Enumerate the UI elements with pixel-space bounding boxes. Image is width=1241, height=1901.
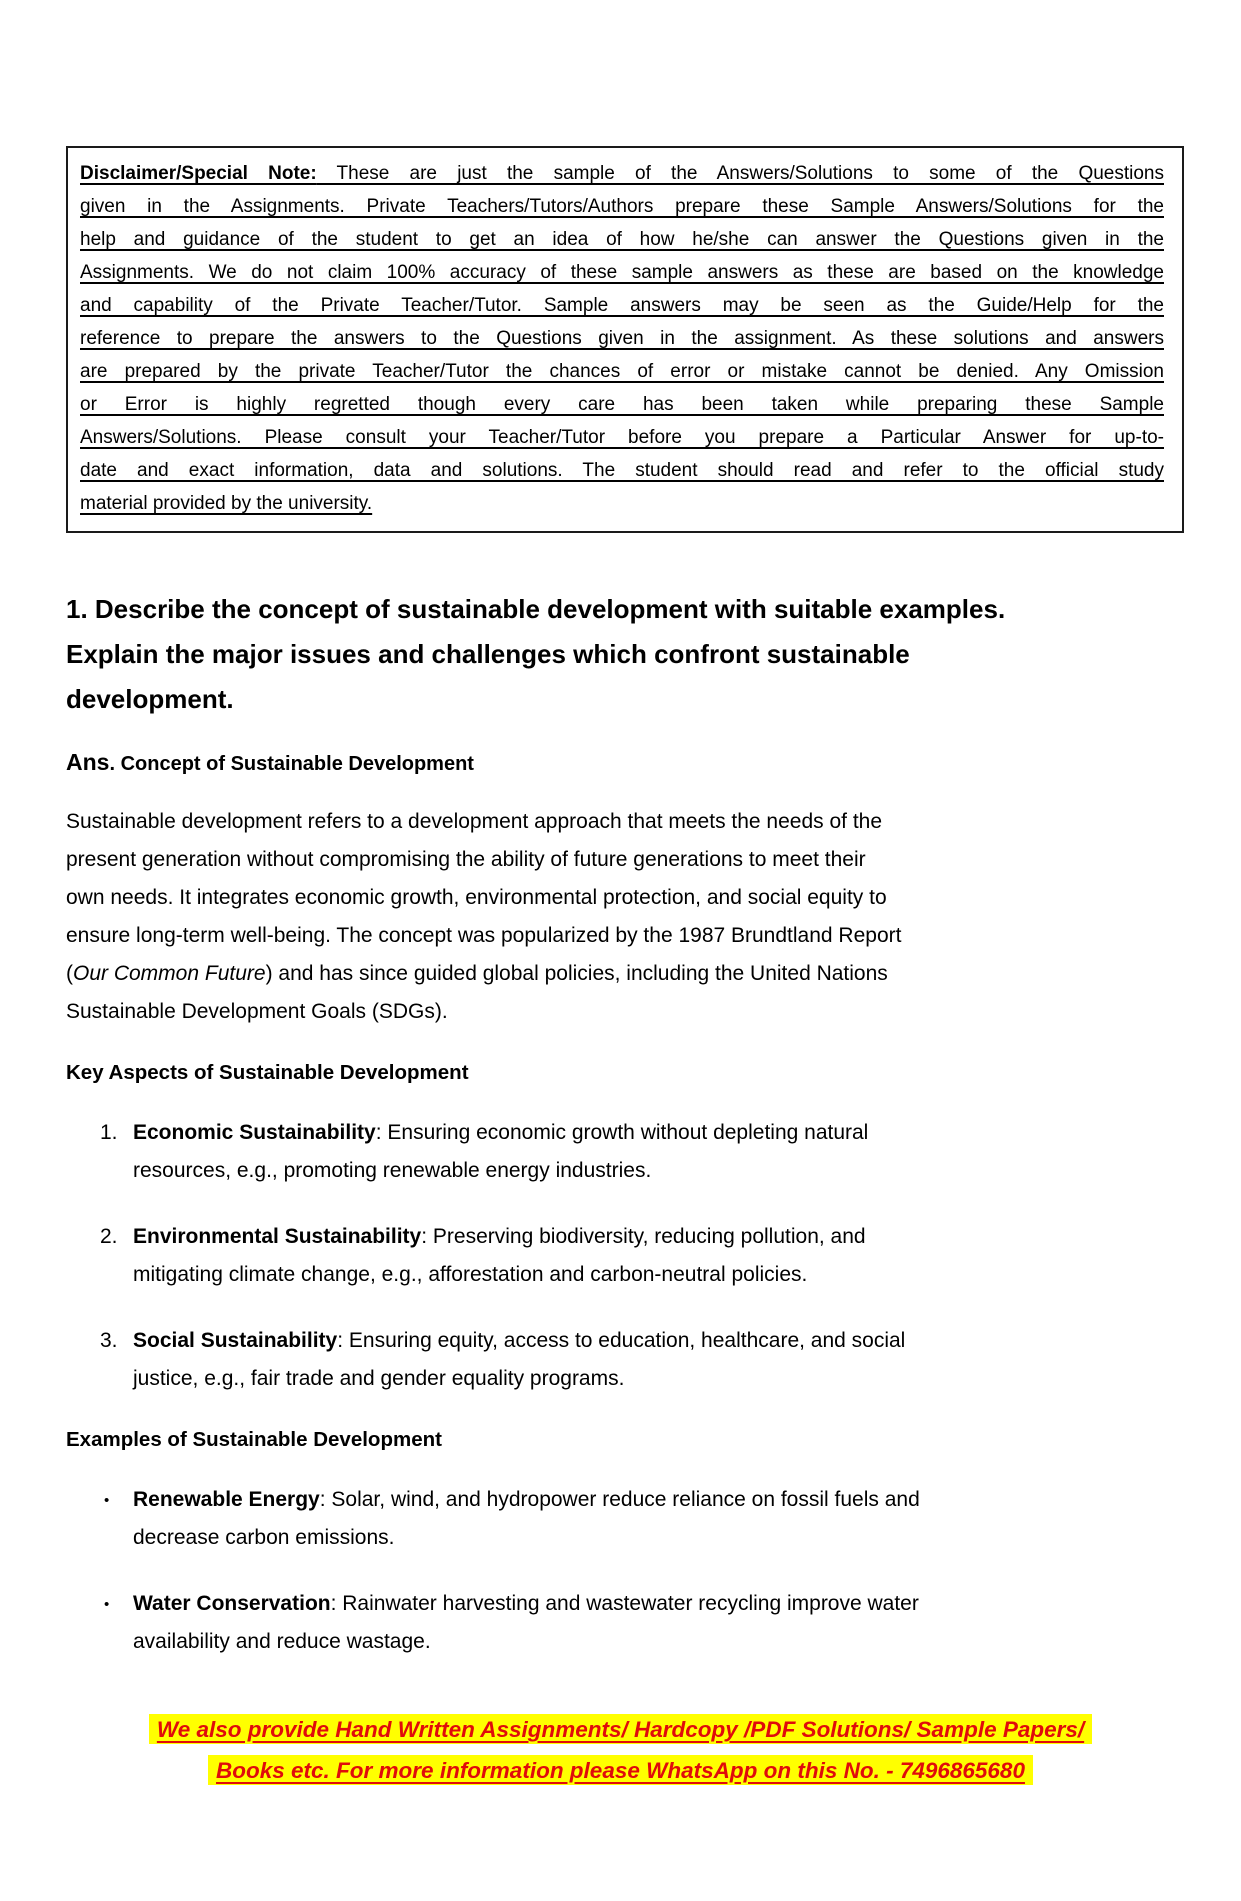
section-heading-key-aspects: Key Aspects of Sustainable Development: [66, 1061, 469, 1084]
book-title-italic: Our Common Future: [73, 962, 266, 985]
list-item-line: [133, 1481, 1181, 1519]
list-item-line: resources, e.g., promoting renewable energy industries.: [133, 1159, 652, 1182]
paragraph-line: present generation without compromising the ability of future generations to meet their: [66, 848, 866, 871]
footer-highlighted-text: We also provide Hand Written Assignments/ Hardcopy /PDF Solutions/ Sample Papers/: [149, 1714, 1092, 1744]
section-heading-examples: Examples of Sustainable Development: [66, 1428, 442, 1451]
paragraph-line: own needs. It integrates economic growth, environmental protection, and social equity to: [66, 886, 887, 909]
footer-banner: [0, 1709, 1241, 1791]
paragraph-line: Sustainable development refers to a development approach that meets the needs of the: [66, 810, 883, 833]
question-heading: [66, 587, 1181, 722]
disclaimer-line: reference to prepare the answers to the Questions given in the assignment. As these solutions and answers: [80, 328, 1164, 349]
disclaimer-line-text: These are just the sample of the Answers/Solutions to some of the Questions: [316, 163, 1164, 184]
disclaimer-label: Disclaimer/Special Note:: [80, 163, 317, 184]
disclaimer-box: [66, 146, 1184, 533]
list-item-text: : Solar, wind, and hydropower reduce reliance on fossil fuels and: [319, 1488, 920, 1511]
list-item-line: [133, 1322, 1181, 1360]
question-line: development.: [66, 684, 234, 714]
list-item-line: [133, 1114, 1181, 1152]
disclaimer-line: help and guidance of the student to get an idea of how he/she can answer the Questions given in the: [80, 229, 1164, 250]
list-number: 3.: [100, 1329, 118, 1352]
list-item-lead: Economic Sustainability: [133, 1121, 376, 1144]
paragraph-line: ensure long-term well-being. The concept was popularized by the 1987 Brundtland Report: [66, 924, 902, 947]
disclaimer-line: Answers/Solutions. Please consult your Teacher/Tutor before you prepare a Particular Answer for up-to-: [80, 427, 1164, 448]
footer-highlighted-text: Books etc. For more information please WhatsApp on this No. - 7496865680: [208, 1755, 1033, 1785]
question-line: Explain the major issues and challenges which confront sustainable: [66, 639, 910, 669]
disclaimer-line: and capability of the Private Teacher/Tutor. Sample answers may be seen as the Guide/Help for the: [80, 295, 1164, 316]
answer-heading: [66, 749, 1181, 776]
answer-paragraph: [66, 803, 1181, 1031]
numbered-list: [0, 1114, 1241, 1398]
bullet-icon: •: [104, 1596, 110, 1613]
list-item-lead: Environmental Sustainability: [133, 1225, 422, 1248]
list-item-line: [133, 1218, 1181, 1256]
list-item-lead: Water Conservation: [133, 1592, 331, 1615]
footer-line: [0, 1750, 1241, 1791]
list-item-social-sustainability: [66, 1322, 1181, 1398]
disclaimer-line: or Error is highly regretted though every care has been taken while preparing these Sample: [80, 394, 1164, 415]
list-item-line: mitigating climate change, e.g., afforestation and carbon-neutral policies.: [133, 1263, 808, 1286]
disclaimer-line: date and exact information, data and solutions. The student should read and refer to the official study: [80, 460, 1164, 481]
disclaimer-line: Assignments. We do not claim 100% accuracy of these sample answers as these are based on the knowledge: [80, 262, 1164, 283]
disclaimer-line: [80, 157, 1164, 190]
footer-line: [0, 1709, 1241, 1750]
list-item-text: : Rainwater harvesting and wastewater recycling improve water: [330, 1592, 919, 1615]
list-item-environmental-sustainability: [66, 1218, 1181, 1294]
list-item-text: : Preserving biodiversity, reducing pollution, and: [421, 1225, 866, 1248]
list-item-renewable-energy: [66, 1481, 1181, 1557]
paragraph-line: [66, 955, 1181, 993]
answer-label-dot: .: [109, 753, 121, 775]
document-page: [0, 146, 1241, 1901]
list-item-line: decrease carbon emissions.: [133, 1526, 395, 1549]
disclaimer-line: material provided by the university.: [80, 493, 373, 514]
list-item-line: availability and reduce wastage.: [133, 1630, 431, 1653]
list-item-water-conservation: [66, 1585, 1181, 1661]
bulleted-list: [0, 1481, 1241, 1661]
list-item-text: : Ensuring economic growth without depleting natural: [375, 1121, 869, 1144]
list-item-text: : Ensuring equity, access to education, healthcare, and social: [337, 1329, 906, 1352]
question-line: 1. Describe the concept of sustainable development with suitable examples.: [66, 594, 1006, 624]
list-item-lead: Renewable Energy: [133, 1488, 320, 1511]
list-item-line: [133, 1585, 1181, 1623]
list-item-line: justice, e.g., fair trade and gender equality programs.: [133, 1367, 625, 1390]
bullet-icon: •: [104, 1492, 110, 1509]
list-number: 2.: [100, 1225, 118, 1248]
list-item-economic-sustainability: [66, 1114, 1181, 1190]
disclaimer-line: are prepared by the private Teacher/Tutor the chances of error or mistake cannot be denied. Any Omission: [80, 361, 1164, 382]
paragraph-text: (: [66, 962, 73, 985]
answer-section-title: Concept of Sustainable Development: [120, 753, 474, 775]
answer-label: Ans: [66, 749, 110, 775]
paragraph-line: Sustainable Development Goals (SDGs).: [66, 1000, 448, 1023]
disclaimer-line: given in the Assignments. Private Teachers/Tutors/Authors prepare these Sample Answers/Solutions for the: [80, 196, 1164, 217]
list-number: 1.: [100, 1121, 118, 1144]
list-item-lead: Social Sustainability: [133, 1329, 338, 1352]
paragraph-text: ) and has since guided global policies, including the United Nations: [265, 962, 888, 985]
